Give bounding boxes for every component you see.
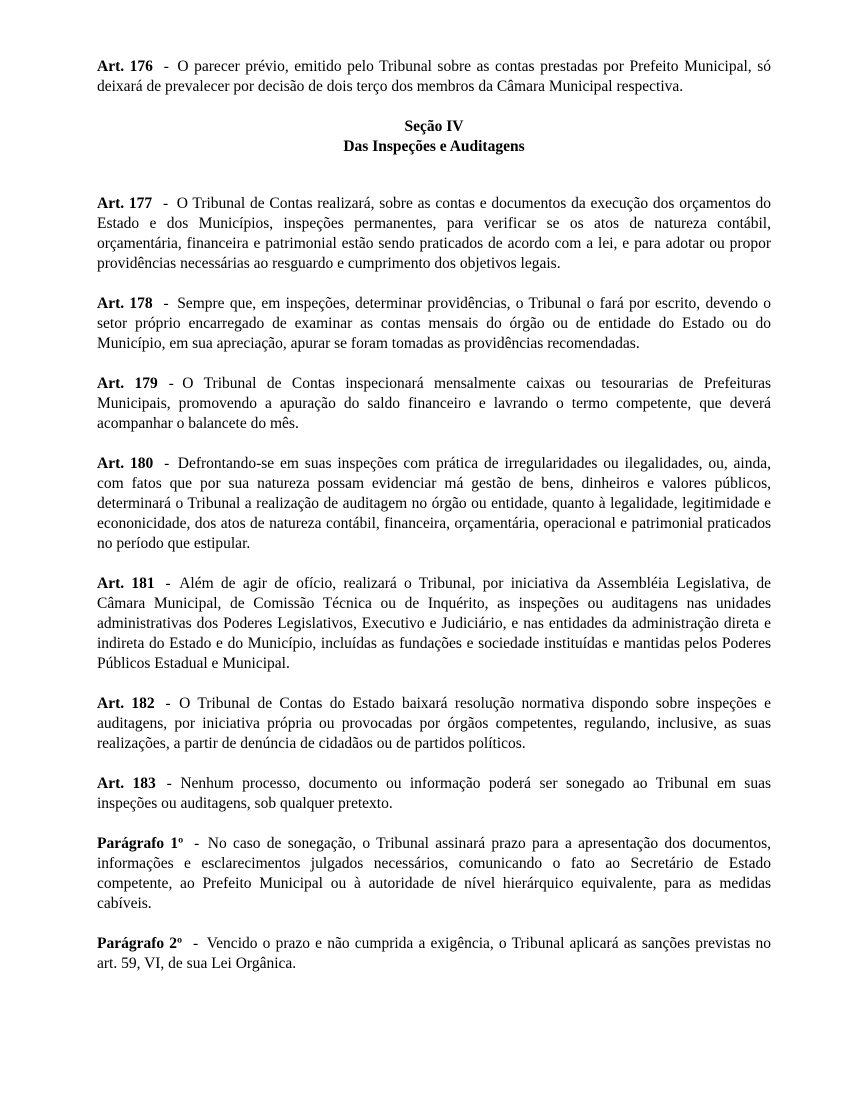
paragraph-text: Além de agir de ofício, realizará o Tribunal, por iniciativa da Assembléia Legislativa, de Câmara Municipal, de Comissão Técnica ou de Inquérito, as inspeções ou auditagens nas unidades administrativas dos Poderes Legislativos, Executivo e Judiciário, e nas entidades da administração direta e indireta do Estado e do Município, incluídas as fundações e sociedade instituídas e mantidas pelos Poderes Públicos Estadual e Municipal. (97, 575, 771, 672)
dash-separator: - (163, 195, 169, 212)
article-label: Art. 181 (97, 575, 155, 592)
article-label: Art. 182 (97, 695, 155, 712)
paragraph-art-180 (97, 454, 771, 554)
article-label: Art. 180 (97, 455, 154, 472)
dash-separator: - (163, 295, 169, 312)
section-title: Seção IV (404, 118, 464, 135)
dash-separator: - (194, 835, 200, 852)
dash-separator: - (193, 935, 199, 952)
article-label: Art. 176 (97, 58, 153, 75)
paragraph-text: O Tribunal de Contas inspecionará mensalmente caixas ou tesourarias de Prefeituras Municipais, promovendo a apuração do saldo financeiro e lavrando o termo competente, que deverá acompanhar o balancete do mês. (97, 375, 771, 432)
article-label: Art. 178 (97, 295, 153, 312)
paragraph-paragrafo-1 (97, 834, 771, 914)
dash-separator: - (168, 375, 174, 392)
paragraph-art-176 (97, 57, 771, 97)
paragraph-art-178 (97, 294, 771, 354)
paragraph-art-183 (97, 774, 771, 814)
paragraph-text: No caso de sonegação, o Tribunal assinará prazo para a apresentação dos documentos, informações e esclarecimentos julgados necessários, comunicando o fato ao Secretário de Estado competente, ao Prefeito Municipal ou à autoridade de nível hierárquico equivalente, para as medidas cabíveis. (97, 835, 771, 912)
article-label: Parágrafo 1º (97, 835, 184, 852)
section-heading (97, 117, 771, 157)
article-label: Art. 177 (97, 195, 153, 212)
dash-separator: - (164, 455, 170, 472)
article-label: Art. 183 (97, 775, 156, 792)
paragraph-paragrafo-2 (97, 934, 771, 974)
paragraph-art-177 (97, 194, 771, 274)
dash-separator: - (165, 575, 171, 592)
dash-separator: - (166, 775, 172, 792)
paragraph-text: Nenhum processo, documento ou informação poderá ser sonegado ao Tribunal em suas inspeções ou auditagens, sob qualquer pretexto. (97, 775, 771, 812)
article-label: Parágrafo 2º (97, 935, 183, 952)
paragraph-art-179 (97, 374, 771, 434)
paragraph-text: Sempre que, em inspeções, determinar providências, o Tribunal o fará por escrito, devendo o setor próprio encarregado de examinar as contas mensais do órgão ou de entidade do Estado ou do Município, em sua apreciação, apurar se foram tomadas as providências recomendadas. (97, 295, 771, 352)
dash-separator: - (163, 58, 169, 75)
paragraph-text: O parecer prévio, emitido pelo Tribunal sobre as contas prestadas por Prefeito Municipal, só deixará de prevalecer por decisão de dois terço dos membros da Câmara Municipal respectiva. (97, 58, 771, 95)
paragraph-text: Vencido o prazo e não cumprida a exigência, o Tribunal aplicará as sanções previstas no art. 59, VI, de sua Lei Orgânica. (97, 935, 771, 972)
paragraph-text: O Tribunal de Contas do Estado baixará resolução normativa dispondo sobre inspeções e auditagens, por iniciativa própria ou provocadas por órgãos competentes, regulando, inclusive, as suas realizações, a partir de denúncia de cidadãos ou de partidos políticos. (97, 695, 771, 752)
paragraph-text: Defrontando-se em suas inspeções com prática de irregularidades ou ilegalidades, ou, ainda, com fatos que por sua natureza possam evidenciar má gestão de bens, dinheiros e valores públicos, determinará o Tribunal a realização de auditagem no órgão ou entidade, quanto à legalidade, legitimidade e econonicidade, dos atos de natureza contábil, financeira, orçamentária, operacional e patrimonial praticados no período que estipular. (97, 455, 771, 552)
paragraph-art-182 (97, 694, 771, 754)
paragraph-text: O Tribunal de Contas realizará, sobre as contas e documentos da execução dos orçamentos do Estado e dos Municípios, inspeções permanentes, para verificar se os atos de natureza contábil, orçamentária, financeira e patrimonial estão sendo praticados de acordo com a lei, e para adotar ou propor providências necessárias ao resguardo e cumprimento dos objetivos legais. (97, 195, 771, 272)
section-subtitle: Das Inspeções e Auditagens (343, 138, 525, 155)
paragraph-art-181 (97, 574, 771, 674)
dash-separator: - (165, 695, 171, 712)
article-label: Art. 179 (97, 375, 158, 392)
